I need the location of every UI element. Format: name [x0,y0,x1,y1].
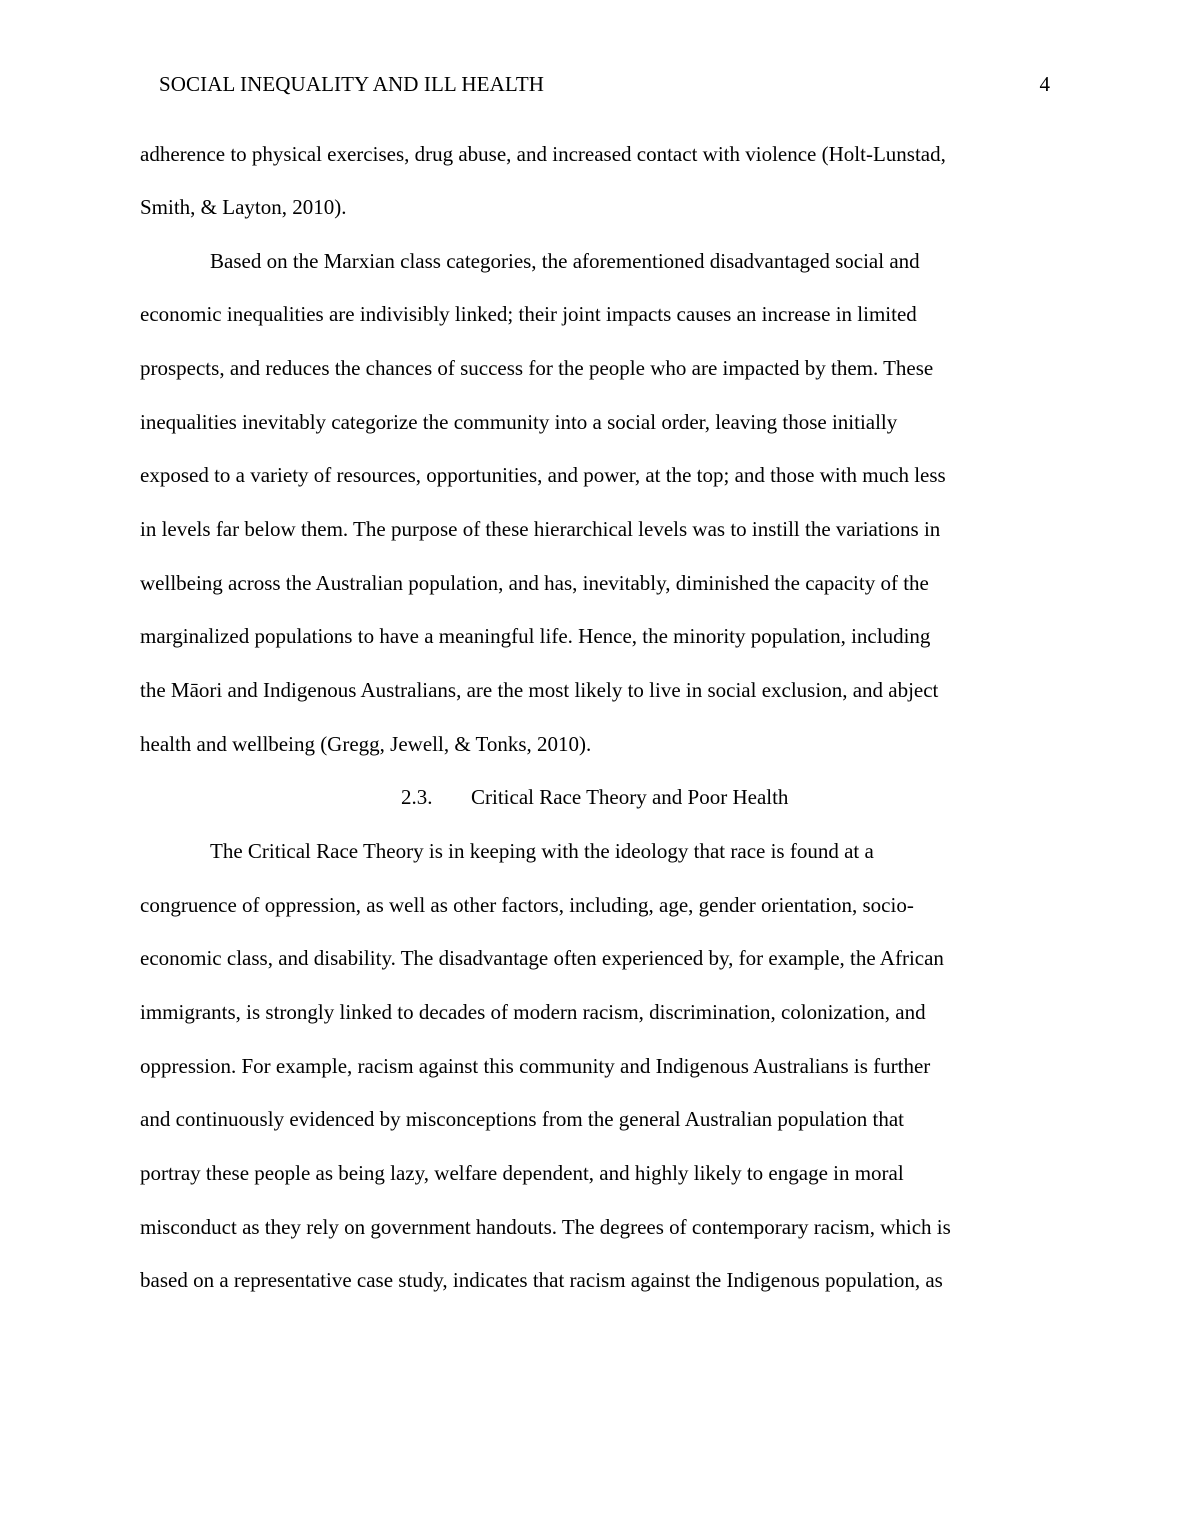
paragraph-3-line-2: congruence of oppression, as well as other factors, including, age, gender orientation, socio- [140,893,914,917]
paragraph-3-line-1: The Critical Race Theory is in keeping with the ideology that race is found at a [210,839,874,863]
paragraph-2-line-10: health and wellbeing (Gregg, Jewell, & Tonks, 2010). [140,732,592,756]
paragraph-2-line-5: exposed to a variety of resources, opportunities, and power, at the top; and those with much less [140,463,946,487]
section-heading [401,782,788,812]
paragraph-1-line-2: Smith, & Layton, 2010). [140,195,347,219]
paragraph-3-line-8: misconduct as they rely on government handouts. The degrees of contemporary racism, which is [140,1215,951,1239]
paragraph-2-line-7: wellbeing across the Australian population, and has, inevitably, diminished the capacity of the [140,571,929,595]
paragraph-2-line-3: prospects, and reduces the chances of success for the people who are impacted by them. These [140,356,934,380]
page-number: 4 [1039,72,1050,96]
paragraph-1-line-1: adherence to physical exercises, drug abuse, and increased contact with violence (Holt-Lunstad, [140,142,946,166]
paragraph-2-line-8: marginalized populations to have a meaningful life. Hence, the minority population, including [140,624,931,648]
running-head: SOCIAL INEQUALITY AND ILL HEALTH [159,72,545,96]
paragraph-2-line-2: economic inequalities are indivisibly linked; their joint impacts causes an increase in limited [140,302,917,326]
section-heading-number: 2.3. [401,785,433,809]
paragraph-2-line-4: inequalities inevitably categorize the community into a social order, leaving those initially [140,410,898,434]
paragraph-2-line-1: Based on the Marxian class categories, the aforementioned disadvantaged social and [210,249,920,273]
paragraph-3-line-6: and continuously evidenced by misconceptions from the general Australian population that [140,1107,904,1131]
paragraph-2-line-9: the Māori and Indigenous Australians, are the most likely to live in social exclusion, and abject [140,678,939,702]
paragraph-3-line-9: based on a representative case study, indicates that racism against the Indigenous population, as [140,1268,943,1292]
paragraph-3-line-4: immigrants, is strongly linked to decades of modern racism, discrimination, colonization, and [140,1000,926,1024]
paragraph-3-line-5: oppression. For example, racism against this community and Indigenous Australians is further [140,1054,931,1078]
paragraph-2-line-6: in levels far below them. The purpose of these hierarchical levels was to instill the variations in [140,517,941,541]
paragraph-3-line-7: portray these people as being lazy, welfare dependent, and highly likely to engage in moral [140,1161,904,1185]
section-heading-title: Critical Race Theory and Poor Health [471,785,789,809]
paragraph-3-line-3: economic class, and disability. The disadvantage often experienced by, for example, the African [140,946,944,970]
